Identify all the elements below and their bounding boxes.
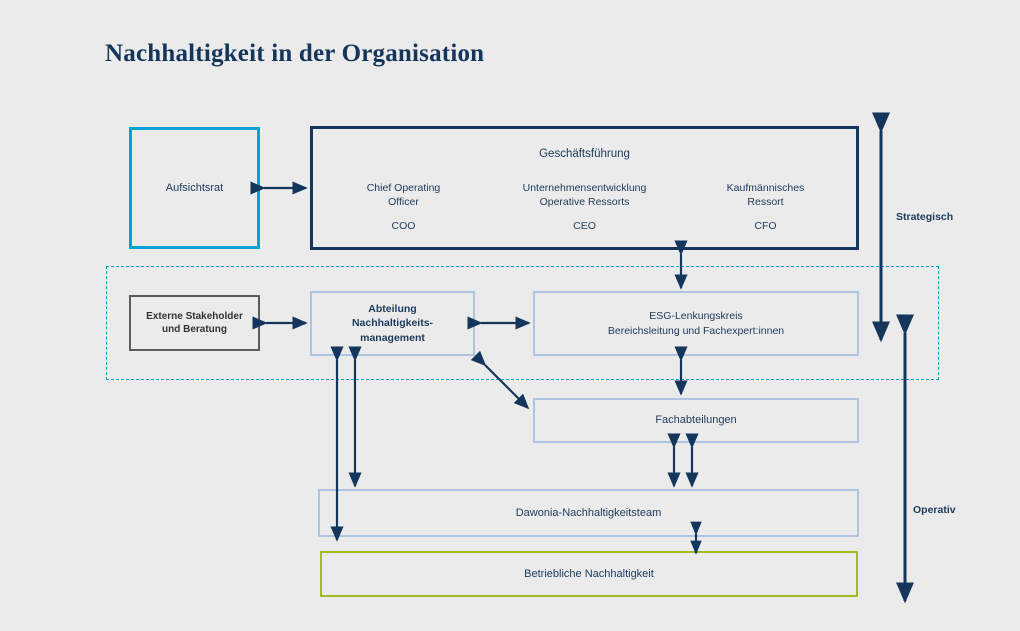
betriebliche-label: Betriebliche Nachhaltigkeit <box>524 567 654 580</box>
esg-line1: ESG-Lenkungskreis <box>649 310 743 323</box>
node-betriebliche-nachhaltigkeit <box>320 551 858 597</box>
geschaeftsfuehrung-column-coo <box>314 181 493 234</box>
cfo-role-line2: Ressort <box>747 195 784 208</box>
coo-role-line2: Officer <box>388 195 419 208</box>
node-abteilung-nachhaltigkeitsmanagement <box>310 291 475 356</box>
node-externe-stakeholder <box>129 295 260 351</box>
node-esg-lenkungskreis <box>533 291 859 356</box>
ceo-role-line1: Unternehmensentwicklung <box>522 181 647 194</box>
esg-line2: Bereichsleitung und Fachexpert:innen <box>607 324 785 337</box>
abteilung-line2: Nachhaltigkeits- <box>351 317 434 330</box>
node-dawonia-nachhaltigkeitsteam <box>318 489 859 537</box>
node-geschaeftsfuehrung-title: Geschäftsführung <box>539 148 630 160</box>
externe-line1: Externe Stakeholder <box>146 310 243 322</box>
coo-role-line1: Chief Operating <box>366 181 441 194</box>
node-fachabteilungen <box>533 398 859 443</box>
coo-abbr: COO <box>391 219 416 232</box>
node-aufsichtsrat <box>129 127 260 249</box>
geschaeftsfuehrung-column-cfo <box>676 181 855 234</box>
label-strategisch: Strategisch <box>896 211 954 223</box>
ceo-abbr: CEO <box>573 219 596 232</box>
abteilung-line3: management <box>360 331 425 344</box>
externe-line2: und Beratung <box>162 324 227 335</box>
fachabteilungen-label: Fachabteilungen <box>655 414 737 427</box>
cfo-abbr: CFO <box>754 219 777 232</box>
geschaeftsfuehrung-column-ceo <box>495 181 674 234</box>
abteilung-line1: Abteilung <box>368 303 417 316</box>
cfo-role-line1: Kaufmännisches <box>726 181 805 194</box>
label-operativ: Operativ <box>913 504 956 516</box>
page-title: Nachhaltigkeit in der Organisation <box>105 40 485 67</box>
node-geschaeftsfuehrung <box>310 126 859 250</box>
node-aufsichtsrat-label: Aufsichtsrat <box>165 181 224 194</box>
geschaeftsfuehrung-columns <box>313 181 856 234</box>
dawonia-label: Dawonia-Nachhaltigkeitsteam <box>515 506 662 519</box>
ceo-role-line2: Operative Ressorts <box>539 195 630 208</box>
